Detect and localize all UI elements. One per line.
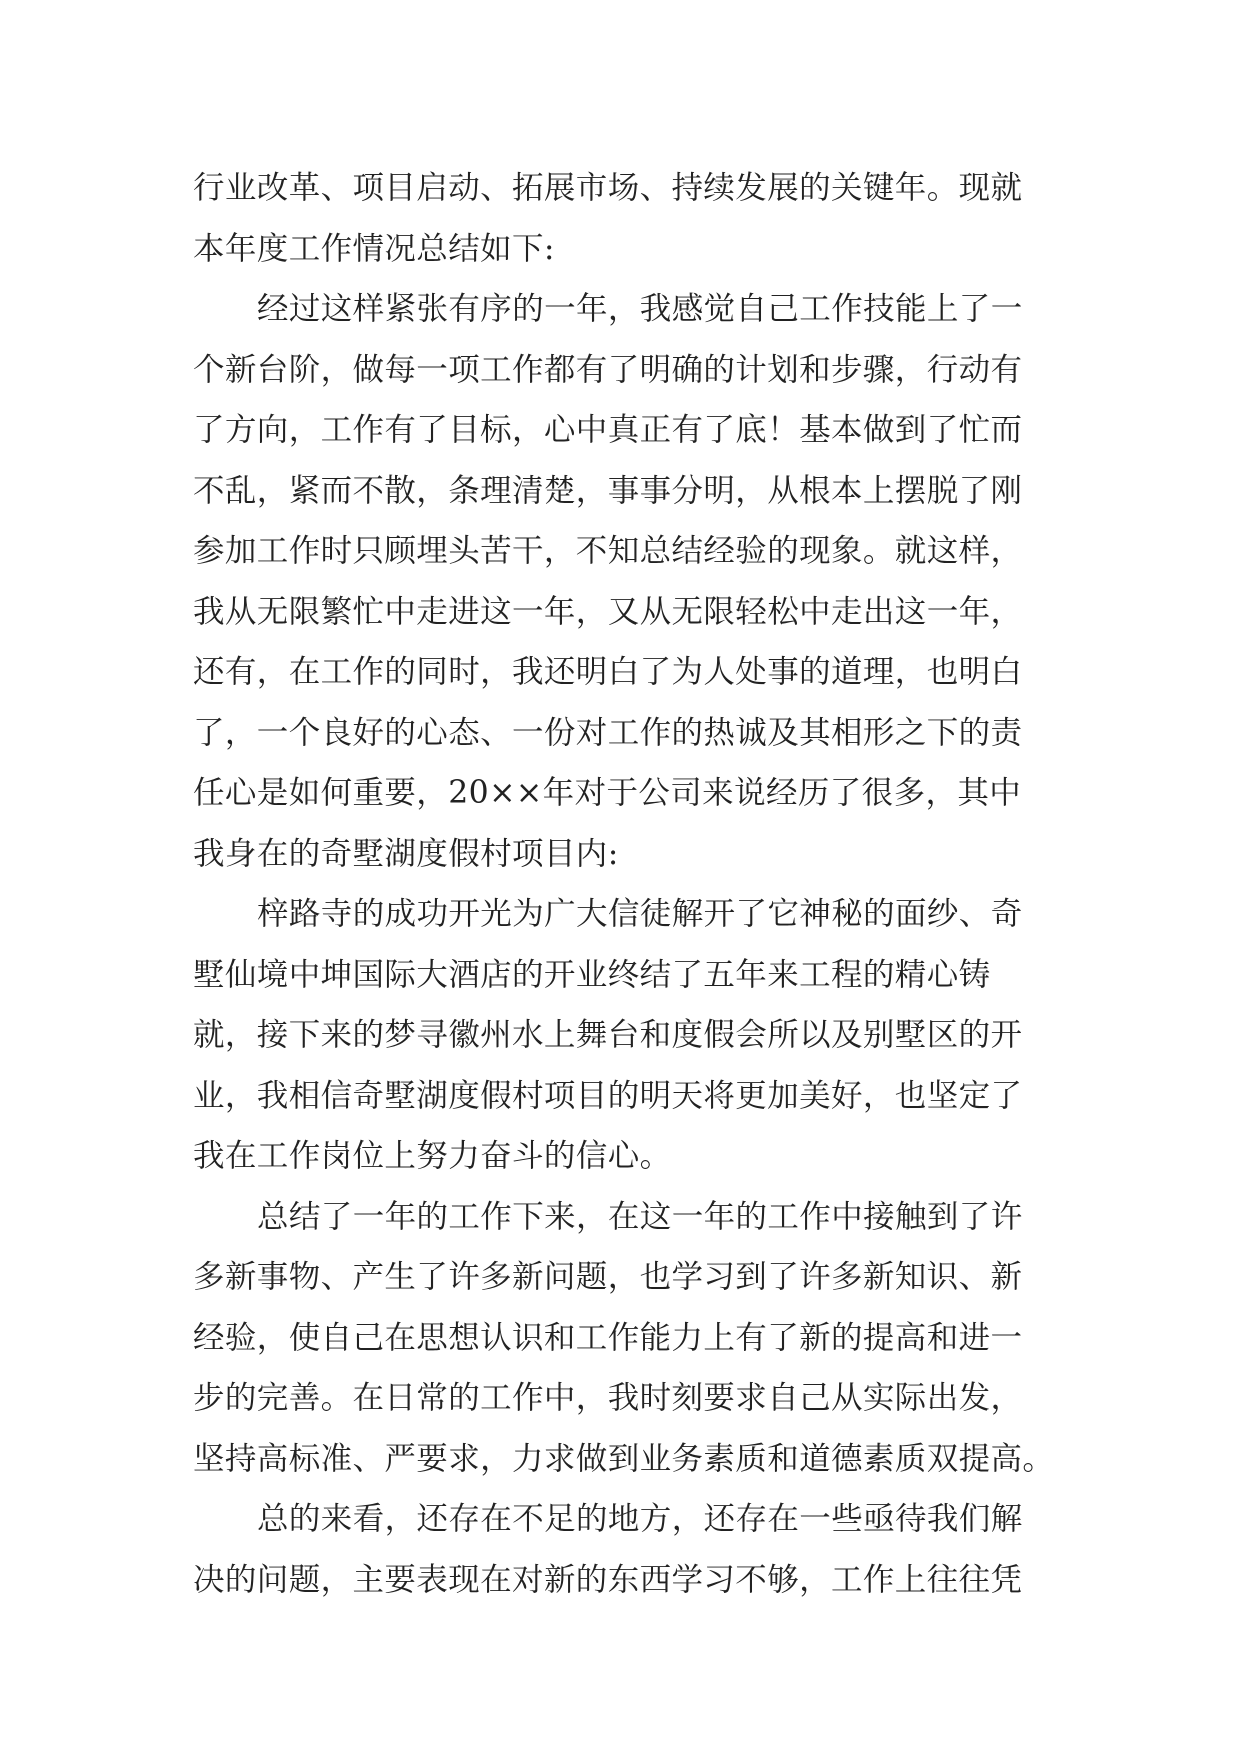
text-line: 决的问题，主要表现在对新的东西学习不够，工作上往往凭 — [193, 1561, 1023, 1598]
text-line: 参加工作时只顾埋头苦干，不知总结经验的现象。就这样， — [193, 533, 1023, 569]
text-line: 多新事物、产生了许多新问题，也学习到了许多新知识、新 — [193, 1259, 1023, 1295]
text-line: 经过这样紧张有序的一年，我感觉自己工作技能上了一 — [257, 291, 1023, 327]
text-line: 还有，在工作的同时，我还明白了为人处事的道理，也明白 — [193, 654, 1023, 690]
text-line: 梓路寺的成功开光为广大信徒解开了它神秘的面纱、奇 — [257, 896, 1023, 932]
body-text — [193, 158, 1053, 1610]
text-line: 墅仙境中坤国际大酒店的开业终结了五年来工程的精心铸 — [193, 956, 991, 993]
text-line: 不乱，紧而不散，条理清楚，事事分明，从根本上摆脱了刚 — [193, 472, 1023, 509]
text-line: 我身在的奇墅湖度假村项目内: — [193, 835, 619, 872]
text-line: 行业改革、项目启动、拓展市场、持续发展的关键年。现就 — [193, 170, 1023, 206]
text-line: 我在工作岗位上努力奋斗的信心。 — [193, 1138, 672, 1174]
text-line: 步的完善。在日常的工作中，我时刻要求自己从实际出发， — [193, 1380, 1023, 1416]
text-line: 我从无限繁忙中走进这一年，又从无限轻松中走出这一年， — [193, 593, 1023, 630]
text-line: 业，我相信奇墅湖度假村项目的明天将更加美好，也坚定了 — [193, 1077, 1023, 1114]
text-line: 总的来看，还存在不足的地方，还存在一些亟待我们解 — [257, 1501, 1023, 1537]
text-line: 了方向，工作有了目标，心中真正有了底！基本做到了忙而 — [193, 412, 1023, 448]
text-line: 任心是如何重要，20××年对于公司来说经历了很多，其中 — [193, 775, 1022, 811]
text-line: 本年度工作情况总结如下: — [193, 230, 555, 267]
text-line: 总结了一年的工作下来，在这一年的工作中接触到了许 — [257, 1198, 1023, 1235]
text-line: 了，一个良好的心态、一份对工作的热诚及其相形之下的责 — [193, 714, 1023, 751]
text-line: 坚持高标准、严要求，力求做到业务素质和道德素质双提高。 — [193, 1440, 1055, 1477]
text-line: 个新台阶，做每一项工作都有了明确的计划和步骤，行动有 — [193, 351, 1023, 388]
text-line: 经验，使自己在思想认识和工作能力上有了新的提高和进一 — [193, 1319, 1023, 1356]
text-line: 就，接下来的梦寻徽州水上舞台和度假会所以及别墅区的开 — [193, 1017, 1023, 1053]
